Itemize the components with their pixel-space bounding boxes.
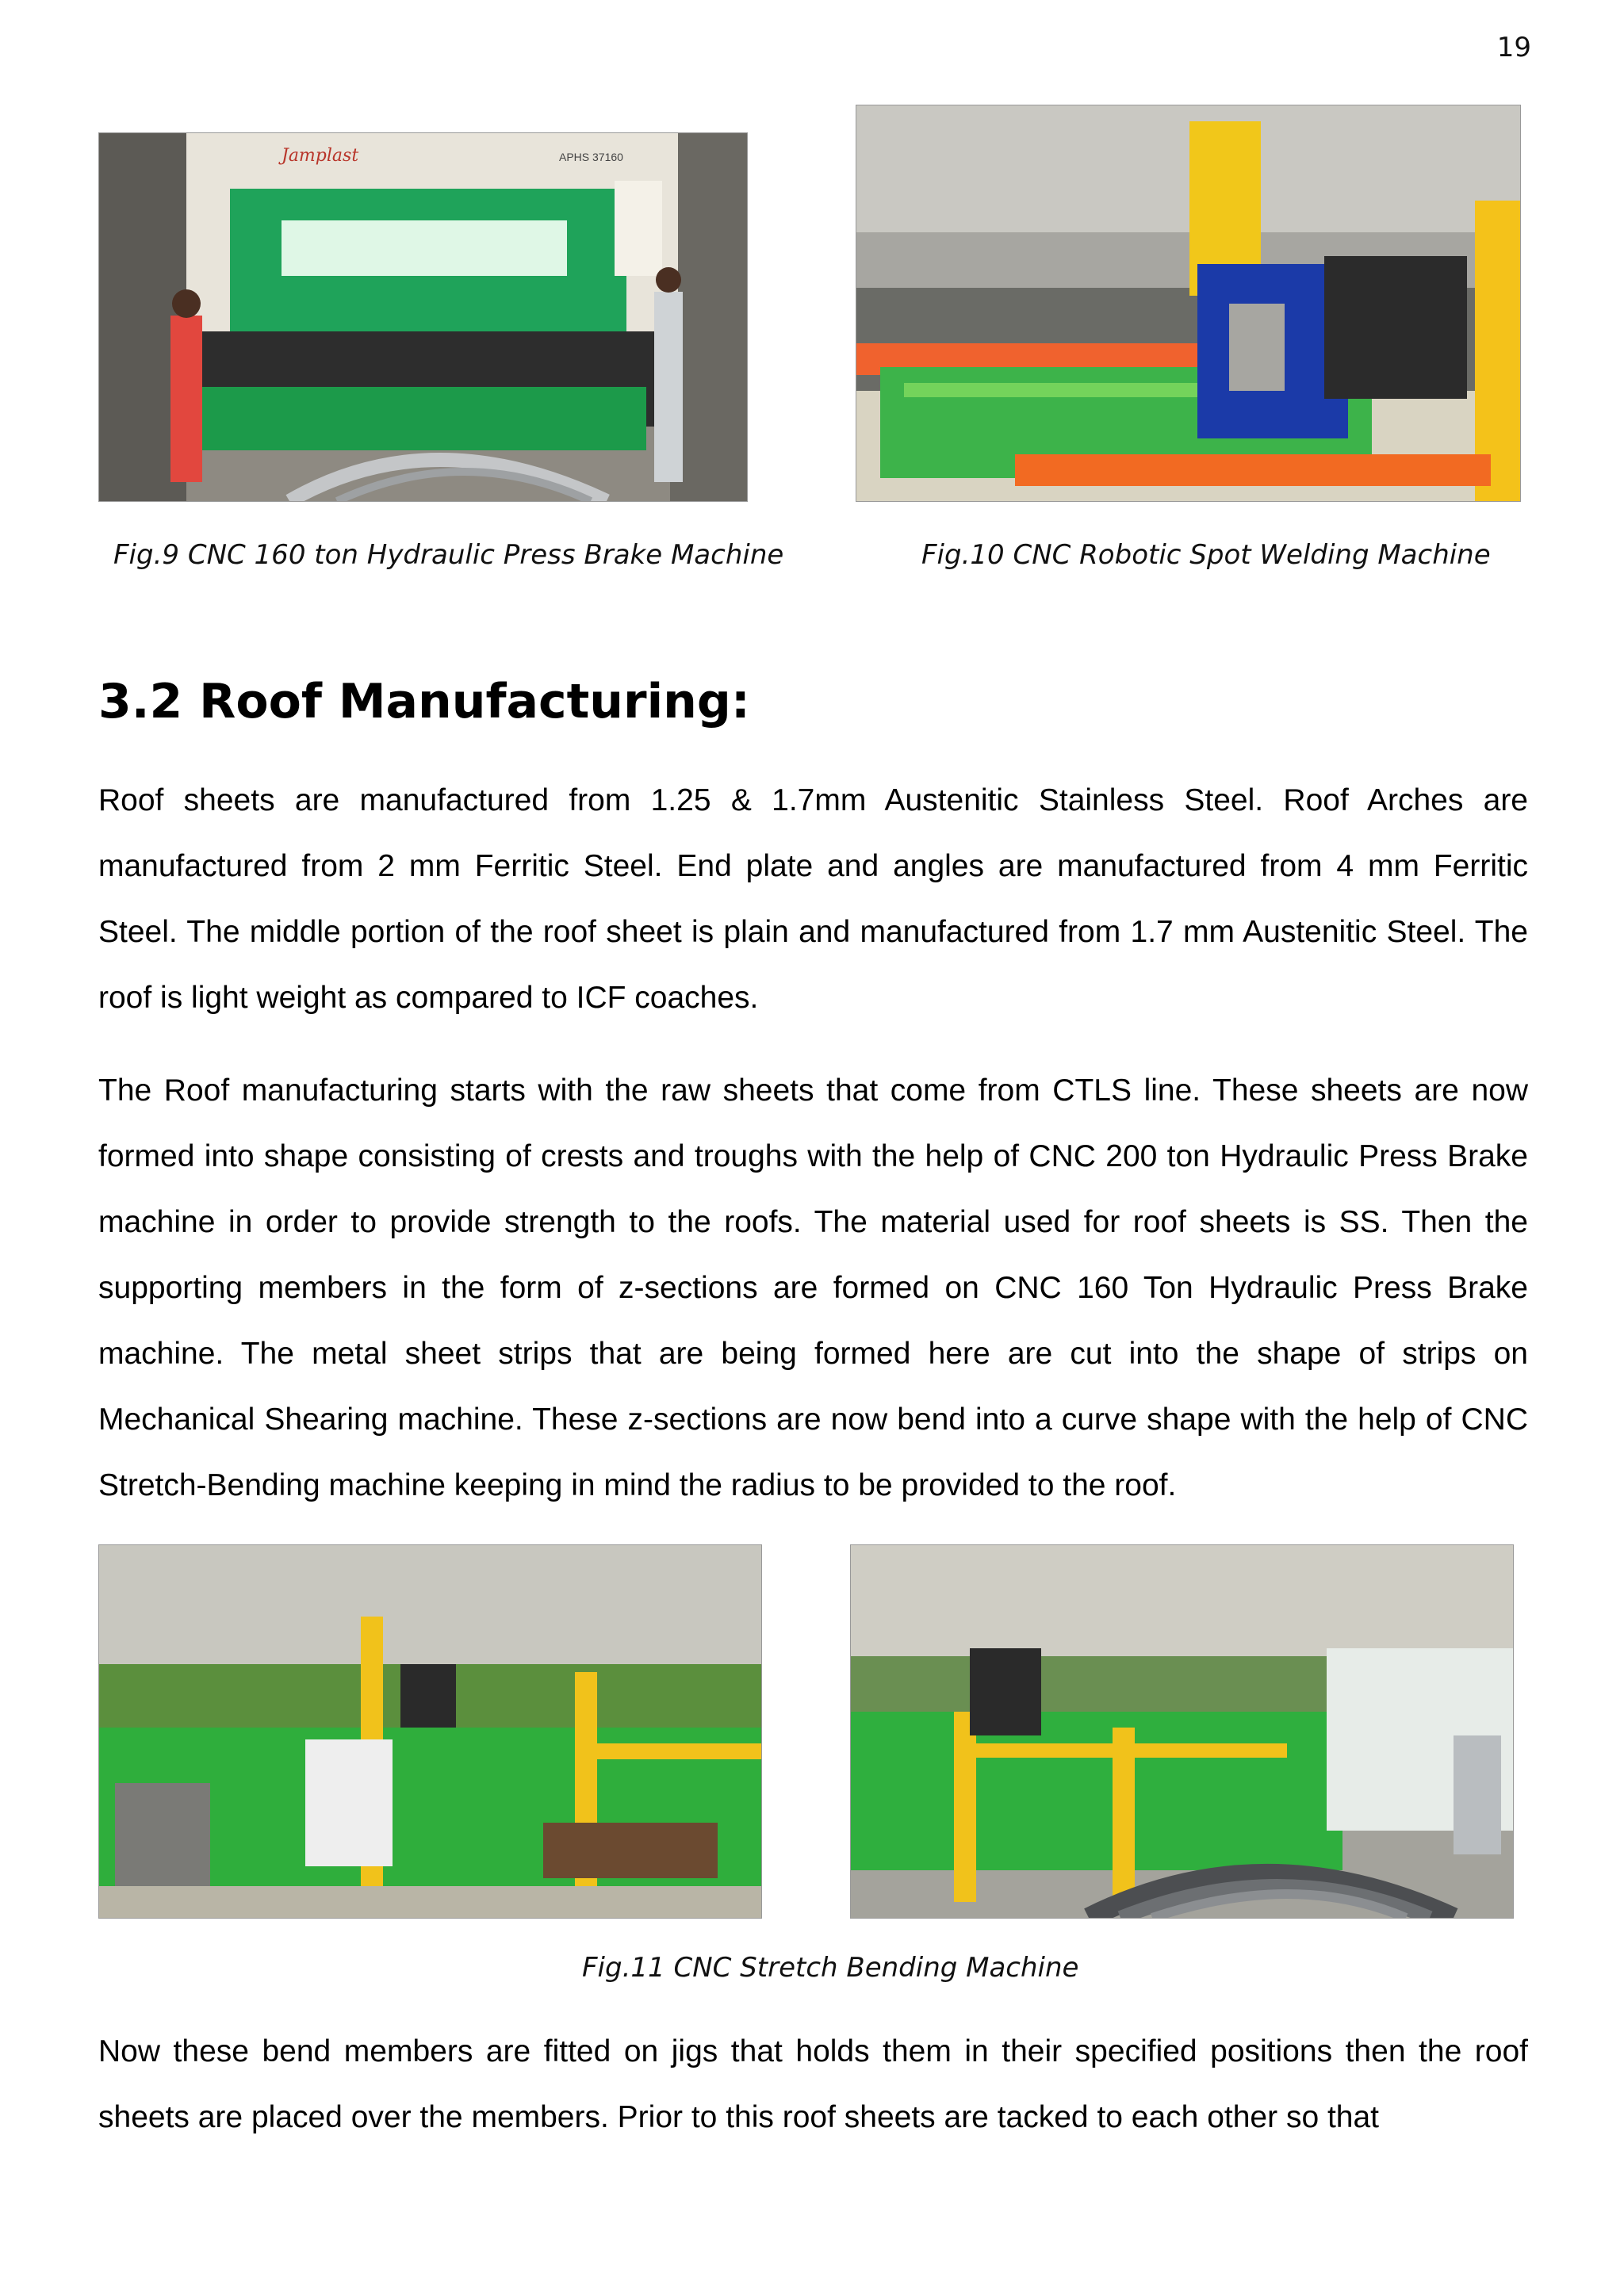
- paragraph-roof-assembly: Now these bend members are fitted on jigs that holds them in their specified positions then the roof sheets are placed over the members. Prior to this roof sheets are tacked to each other so that: [98, 2034, 1528, 2134]
- stretch-bending-photo-left: [98, 1544, 762, 1919]
- press-brake-brand-text: Jamplast: [282, 146, 359, 166]
- figure-11-caption: Fig.11 CNC Stretch Bending Machine: [582, 1952, 1079, 1984]
- figure-10-caption: Fig.10 CNC Robotic Spot Welding Machine: [921, 539, 1491, 571]
- page-number: 19: [1496, 32, 1531, 63]
- section-heading: 3.2 Roof Manufacturing:: [98, 674, 750, 729]
- press-brake-photo: [98, 132, 748, 502]
- figure-9-caption: Fig.9 CNC 160 ton Hydraulic Press Brake Machine: [113, 539, 784, 571]
- stretch-bending-photo-right: [850, 1544, 1514, 1919]
- robotic-welding-photo: [856, 105, 1521, 502]
- press-brake-model-text: APHS 37160: [559, 151, 623, 163]
- paragraph-roof-process: The Roof manufacturing starts with the raw sheets that come from CTLS line. These sheets are now formed into shape consisting of crests and troughs with the help of CNC 200 ton Hydraulic Press Brake machine in order to provide strength to the roofs. The material used for roof sheets is SS. Then the supporting members in the form of z-sections are formed on CNC 160 Ton Hydraulic Press Brake machine. The metal sheet strips that are being formed here are cut into the shape of strips on Mechanical Shearing machine. These z-sections are now bend into a curve shape with the help of CNC Stretch-Bending machine keeping in mind the radius to be provided to the roof.: [98, 1073, 1528, 1502]
- paragraph-roof-materials: Roof sheets are manufactured from 1.25 & 1.7mm Austenitic Stainless Steel. Roof Arches are manufactured from 2 mm Ferritic Steel. End plate and angles are manufactured from 4 mm Ferritic Steel. The middle portion of the roof sheet is plain and manufactured from 1.7 mm Austenitic Steel. The roof is light weight as compared to ICF coaches.: [98, 783, 1528, 1015]
